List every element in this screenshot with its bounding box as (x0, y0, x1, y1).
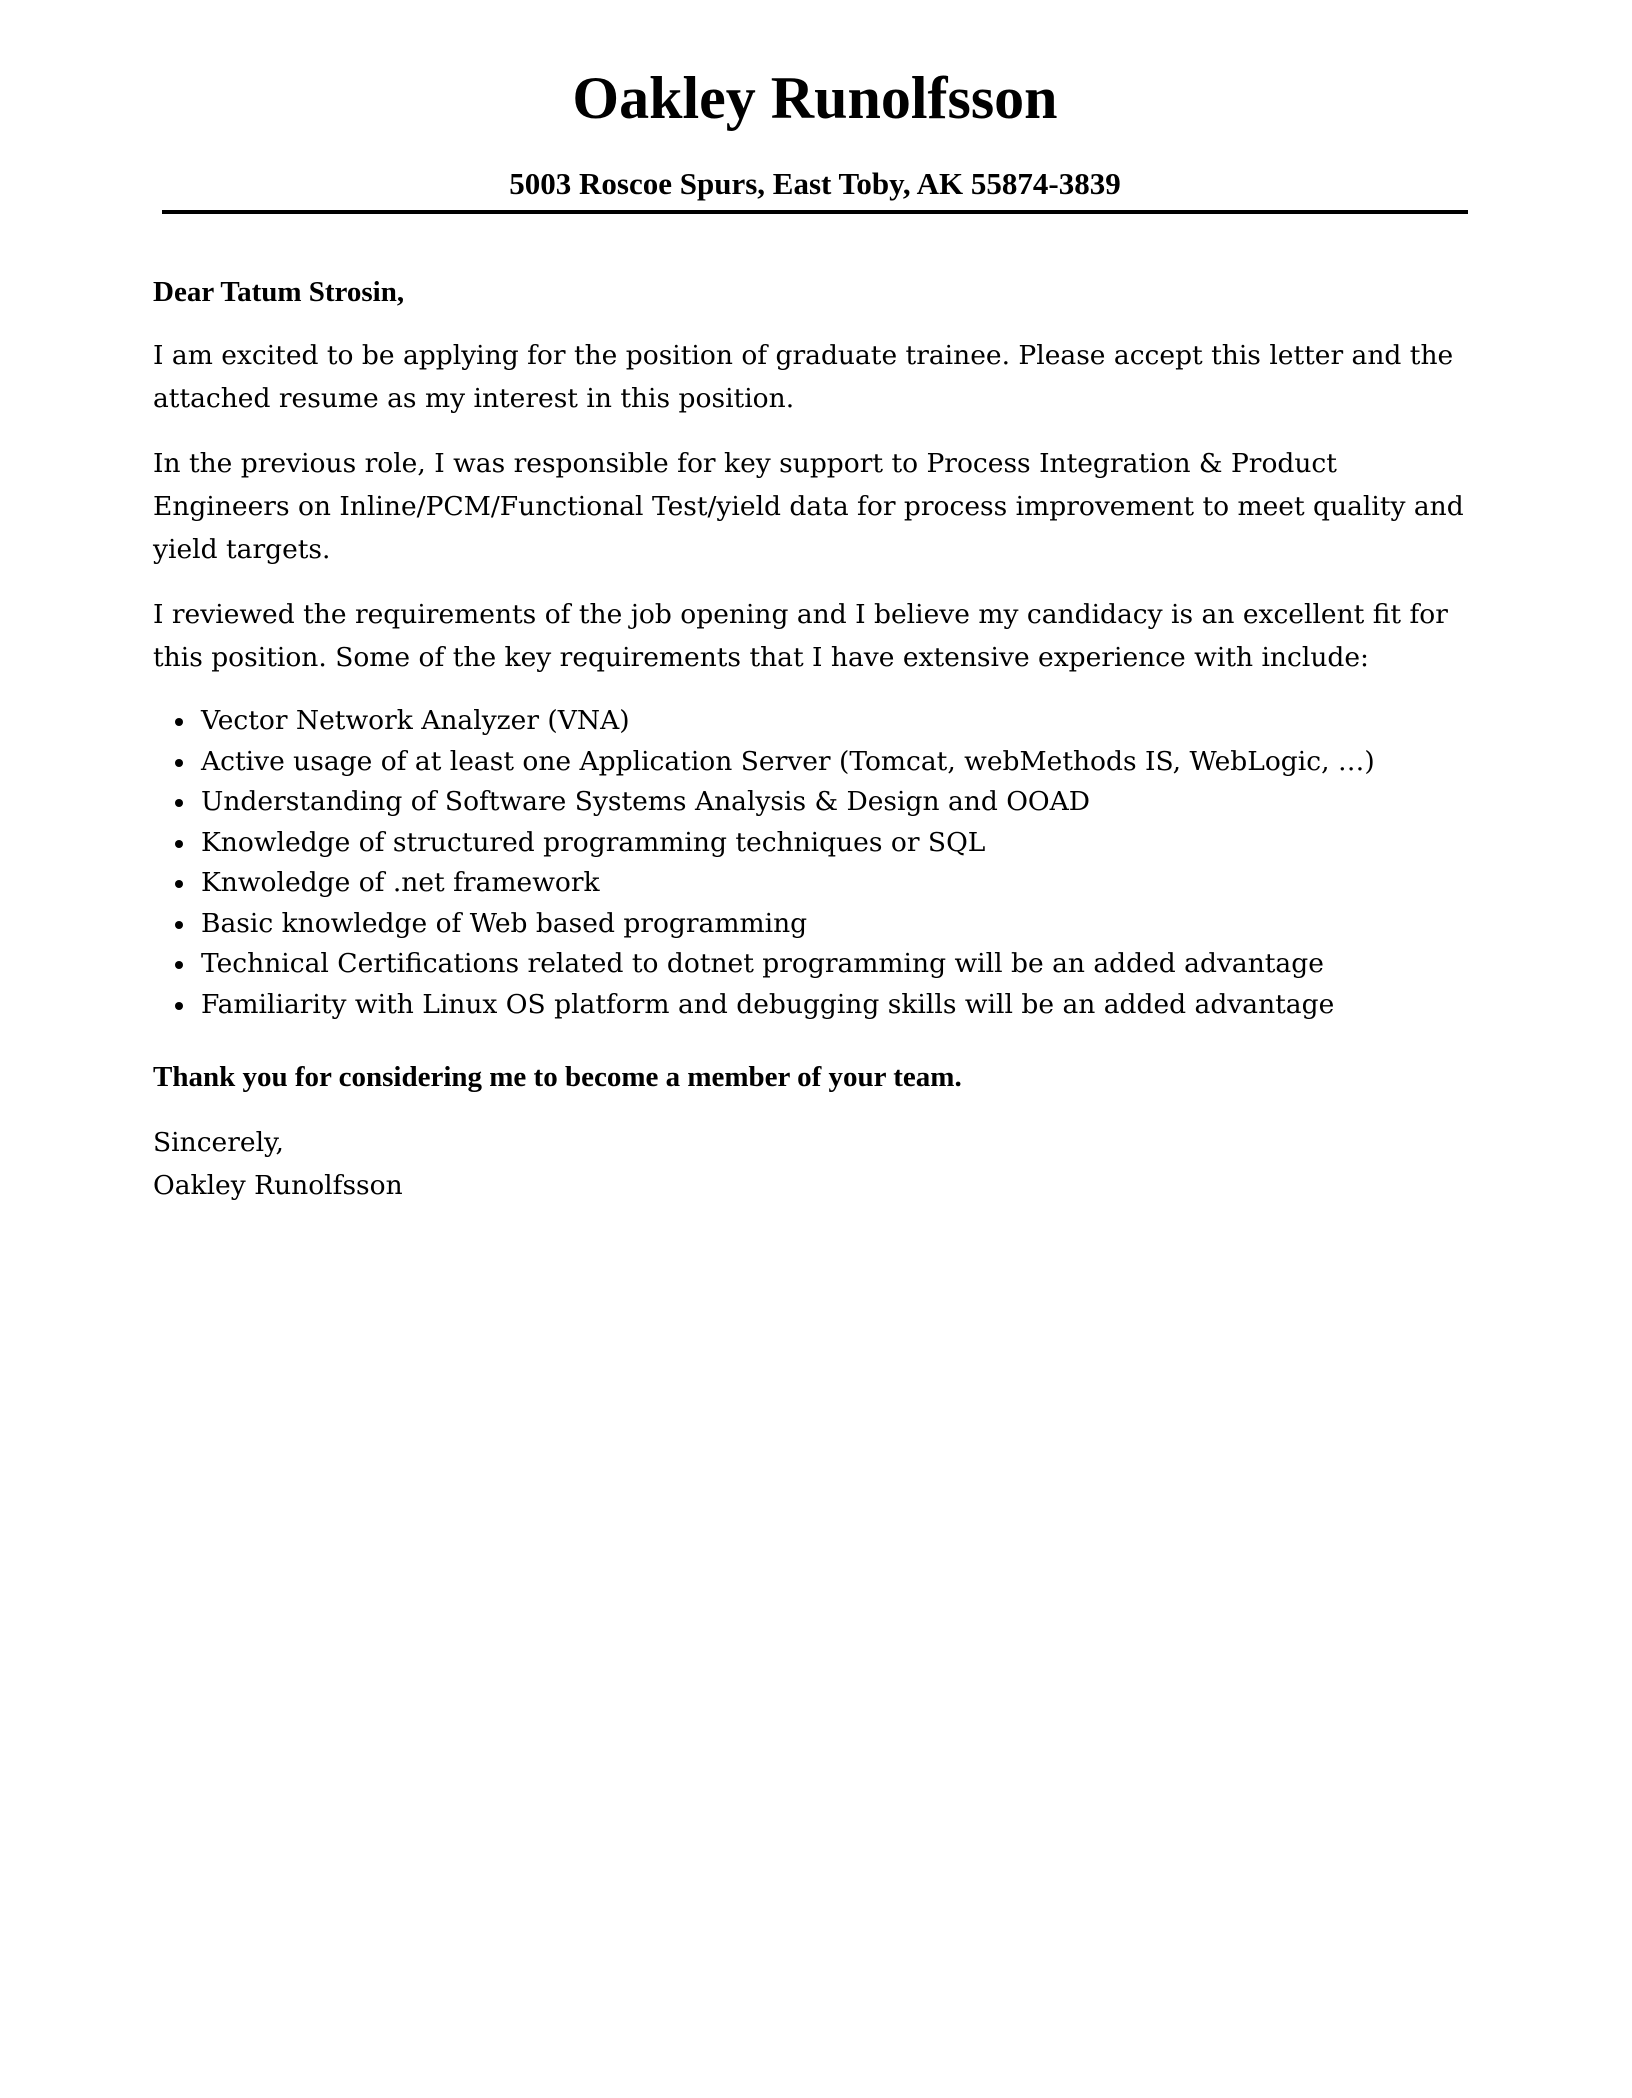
list-item-text: Technical Certifications related to dotnet programming will be an added advantage (201, 948, 1324, 979)
bullet-icon (175, 840, 183, 848)
list-item (153, 823, 1473, 864)
list-item (153, 863, 1473, 904)
signature-name: Oakley Runolfsson (153, 1170, 403, 1201)
sender-name: Oakley Runolfsson (572, 65, 1058, 131)
list-item (153, 944, 1473, 985)
list-item-text: Knowledge of structured programming techniques or SQL (201, 826, 986, 858)
list-item (153, 782, 1473, 823)
signoff: Sincerely, (153, 1127, 284, 1158)
bullet-icon (175, 718, 183, 726)
paragraph-requirements-intro: I reviewed the requirements of the job opening and I believe my candidacy is an excellent fit for this position. Some of the key requirements that I have extensive experience with include: (153, 599, 1448, 673)
bullet-icon (175, 1002, 183, 1010)
sender-address: 5003 Roscoe Spurs, East Toby, AK 55874-3839 (509, 166, 1121, 201)
letter-header (162, 60, 1468, 201)
bullet-icon (175, 759, 183, 767)
closing-statement: Thank you for considering me to become a member of your team. (153, 1061, 962, 1093)
bullet-icon (175, 921, 183, 929)
list-item-text: Active usage of at least one Application Server (Tomcat, webMethods IS, WebLogic, …) (201, 745, 1375, 777)
list-item (153, 985, 1473, 1026)
bullet-icon (175, 880, 183, 888)
list-item (153, 701, 1473, 742)
list-item-text: Familiarity with Linux OS platform and debugging skills will be an added advantage (201, 988, 1335, 1020)
bullet-icon (175, 799, 183, 807)
bullet-icon (175, 961, 183, 969)
salutation: Dear Tatum Strosin, (153, 276, 405, 308)
list-item (153, 742, 1473, 783)
list-item (153, 904, 1473, 945)
list-item-text: Vector Network Analyzer (VNA) (201, 705, 630, 736)
letter-body (153, 272, 1473, 1207)
paragraph-intro: I am excited to be applying for the position of graduate trainee. Please accept this letter and the attached resume as my interest in this position. (153, 340, 1454, 414)
requirements-list (153, 701, 1473, 1025)
paragraph-previous-role: In the previous role, I was responsible for key support to Process Integration & Product Engineers on Inline/PCM/Functional Test/yield data for process improvement to meet quality and yield targets. (153, 448, 1464, 565)
header-divider (162, 210, 1468, 214)
list-item-text: Basic knowledge of Web based programming (201, 907, 808, 939)
list-item-text: Knwoledge of .net framework (201, 867, 600, 898)
list-item-text: Understanding of Software Systems Analysis & Design and OOAD (201, 786, 1091, 817)
